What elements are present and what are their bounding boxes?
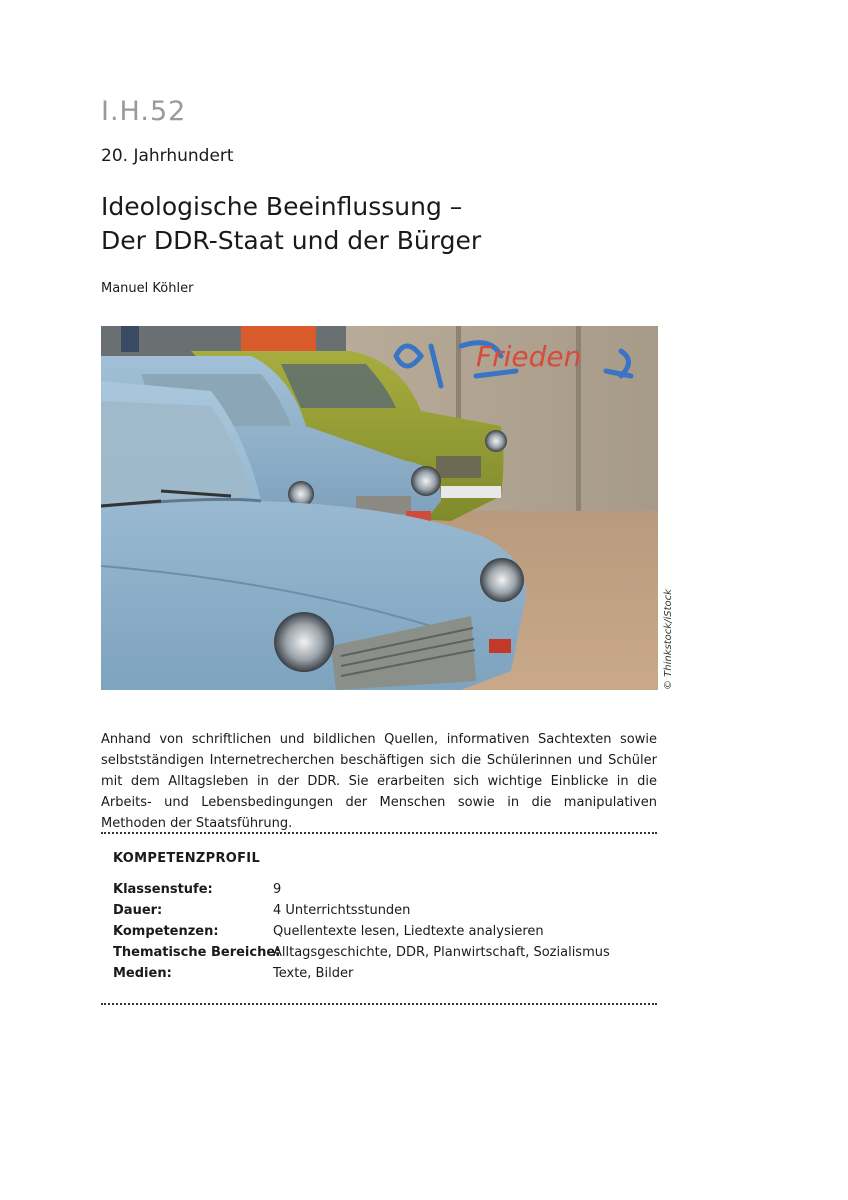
kp-value: 4 Unterrichtsstunden bbox=[273, 903, 411, 918]
kp-value: 9 bbox=[273, 882, 282, 897]
intro-paragraph: Anhand von schriftlichen und bildlichen Quellen, informativen Sachtexten sowie selbstständigen Internetrecherchen beschäftigen sich die Schülerinnen und Schüler mit dem Alltagsleben in der DDR. Sie erarbeiten sich wichtige Einblicke in die Arbeits- und Lebensbedingungen der Menschen sowie in die manipulativen Methoden der Staatsführung. bbox=[101, 732, 657, 831]
document-title bbox=[101, 190, 481, 258]
document-code: I.H.52 bbox=[101, 96, 187, 127]
kp-value: Texte, Bilder bbox=[273, 966, 354, 981]
kp-label: Thematische Bereiche: bbox=[113, 945, 281, 960]
kp-label: Kompetenzen: bbox=[113, 924, 219, 939]
title-line-2: Der DDR-Staat und der Bürger bbox=[101, 226, 482, 255]
author-name: Manuel Köhler bbox=[101, 281, 194, 296]
title-line-1: Ideologische Beeinflussung – bbox=[101, 192, 463, 221]
kp-row-medien bbox=[113, 963, 653, 984]
kp-row-dauer bbox=[113, 900, 653, 921]
divider-top bbox=[101, 832, 657, 834]
kp-row-klassenstufe bbox=[113, 879, 653, 900]
kompetenzprofil-heading: KOMPETENZPROFIL bbox=[113, 851, 261, 866]
photo-credit: © Thinkstock/iStock bbox=[663, 589, 674, 690]
kp-row-thematische-bereiche bbox=[113, 942, 653, 963]
trabant-photo bbox=[101, 326, 658, 690]
kp-label: Medien: bbox=[113, 966, 172, 981]
kp-value: Alltagsgeschichte, DDR, Planwirtschaft, Sozialismus bbox=[273, 945, 610, 960]
kp-label: Dauer: bbox=[113, 903, 163, 918]
divider-bottom bbox=[101, 1003, 657, 1005]
graffiti-text: Frieden bbox=[476, 340, 582, 373]
kp-label: Klassenstufe: bbox=[113, 882, 213, 897]
kp-row-kompetenzen bbox=[113, 921, 653, 942]
kp-value: Quellentexte lesen, Liedtexte analysieren bbox=[273, 924, 544, 939]
section-label: 20. Jahrhundert bbox=[101, 146, 234, 166]
